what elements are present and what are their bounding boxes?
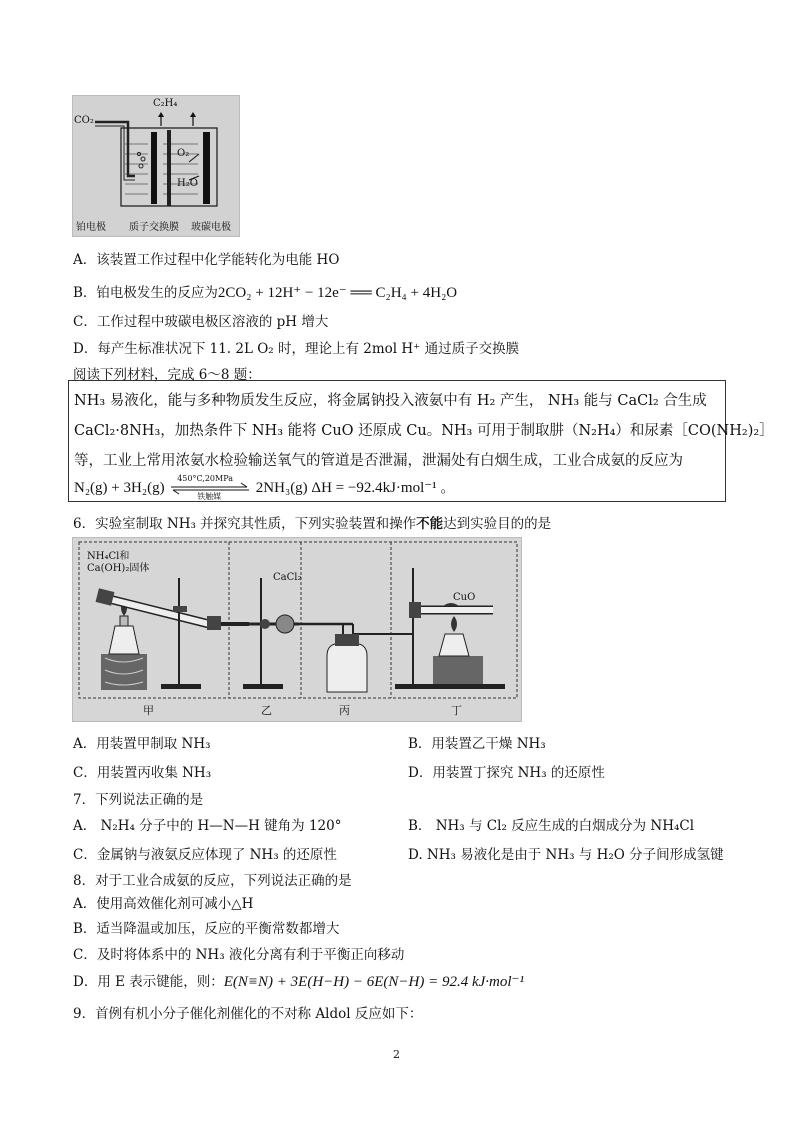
q6-stem-part-b: 达到实验目的的是 [443,516,552,532]
passage-line-3: 等，工业上常用浓氨水检验输送氧气的管道是否泄漏，泄漏处有白烟生成，工业合成氨的反应为 [74,453,683,469]
q8-option-b: B．适当降温或加压，反应的平衡常数都增大 [73,921,340,937]
cuo-label: CuO [453,592,476,603]
condition-bottom: 铁触媒 [197,492,222,501]
reading-intro: 阅读下列材料，完成 6～8 题： [73,367,261,383]
reagent-label-1: NH₄Cl和 [87,551,130,562]
q8-option-d-equation: E(N≡N) + 3E(H−H) − 6E(N−H) = 92.4 kJ·mol⁻¹ [223,974,524,990]
q7-option-d: D. NH₃ 易液化是由于 NH₃ 与 H₂O 分子间形成氢键 [408,847,724,863]
q6-option-b: B．用装置乙干燥 NH₃ [408,736,546,752]
h2o-label: H₂O [177,178,198,189]
apparatus-label-ding: 丁 [451,704,462,717]
q8-option-d-prefix: D．用 E 表示键能，则： [73,974,224,990]
q5-option-b [73,281,457,302]
q5-option-c: C．工作过程中玻碳电极区溶液的 pH 增大 [73,314,329,330]
q5-option-b-equation: 2CO₂ + 12H⁺ − 12e⁻ ══ C₂H₄ + 4H₂O [217,285,458,301]
equilibrium-arrow [169,474,251,501]
c2h4-label: C₂H₄ [153,98,178,109]
q9-stem: 9．首例有机小分子催化剂催化的不对称 Aldol 反应如下： [73,1006,423,1022]
apparatus-label-jia: 甲 [143,704,154,717]
q8-stem: 8．对于工业合成氨的反应，下列说法正确的是 [73,873,352,889]
equation-products: 2NH₃(g) ΔH = −92.4kJ·mol⁻¹ 。 [255,480,456,496]
q7-stem: 7．下列说法正确的是 [73,792,204,808]
passage-line-2: CaCl₂·8NH₃，加热条件下 NH₃ 能将 CuO 还原成 Cu。NH₃ 可用于制取肼（N₂H₄）和尿素［CO(NH₂)₂］ [74,423,774,439]
page-number: 2 [393,1048,400,1061]
q6-option-d: D．用装置丁探究 NH₃ 的还原性 [408,765,605,781]
q6-stem-emphasis: 不能 [416,516,444,532]
q6-option-c: C．用装置丙收集 NH₃ [73,765,212,781]
passage-line-1: NH₃ 易液化，能与多种物质发生反应，将金属钠投入液氨中有 H₂ 产生， NH₃ 能与 CaCl₂ 合生成 [74,393,707,409]
apparatus-label-yi: 乙 [261,704,272,717]
q5-option-b-prefix: B．铂电极发生的反应为 [73,285,218,301]
glassy-carbon-label: 玻碳电极 [191,222,231,233]
co2-label: CO₂ [74,115,94,126]
q8-option-c: C．及时将体系中的 NH₃ 液化分离有利于平衡正向移动 [73,947,405,963]
equation-reactants: N₂(g) + 3H₂(g) [74,480,165,496]
membrane-label: 质子交换膜 [129,222,179,233]
q8-option-a: A．使用高效催化剂可减小△H [73,896,254,912]
q7-option-c: C．金属钠与液氨反应体现了 NH₃ 的还原性 [73,847,337,863]
o2-label: O₂ [177,148,190,159]
q5-option-a: A．该装置工作过程中化学能转化为电能 HO [73,252,340,268]
cacl2-label: CaCl₂ [273,572,302,583]
q6-stem [73,512,551,532]
apparatus-figure [72,537,522,722]
reagent-label-2: Ca(OH)₂固体 [87,563,150,574]
apparatus-label-bing: 丙 [339,704,350,717]
condition-top: 450°C,20MPa [177,474,233,483]
q7-option-a: A． N₂H₄ 分子中的 H—N—H 键角为 120° [73,818,342,834]
q8-option-d [73,970,524,991]
pt-electrode-label: 铂电极 [76,222,106,233]
q6-option-a: A．用装置甲制取 NH₃ [73,736,211,752]
passage-line-4 [74,474,456,501]
q7-option-b: B． NH₃ 与 Cl₂ 反应生成的白烟成分为 NH₄Cl [408,818,695,834]
q6-stem-part-a: 6．实验室制取 NH₃ 并探究其性质，下列实验装置和操作 [73,516,417,532]
q5-option-d: D．每产生标准状况下 11. 2L O₂ 时，理论上有 2mol H⁺ 通过质子交换膜 [73,341,520,357]
electrolysis-cell-figure [72,95,240,237]
